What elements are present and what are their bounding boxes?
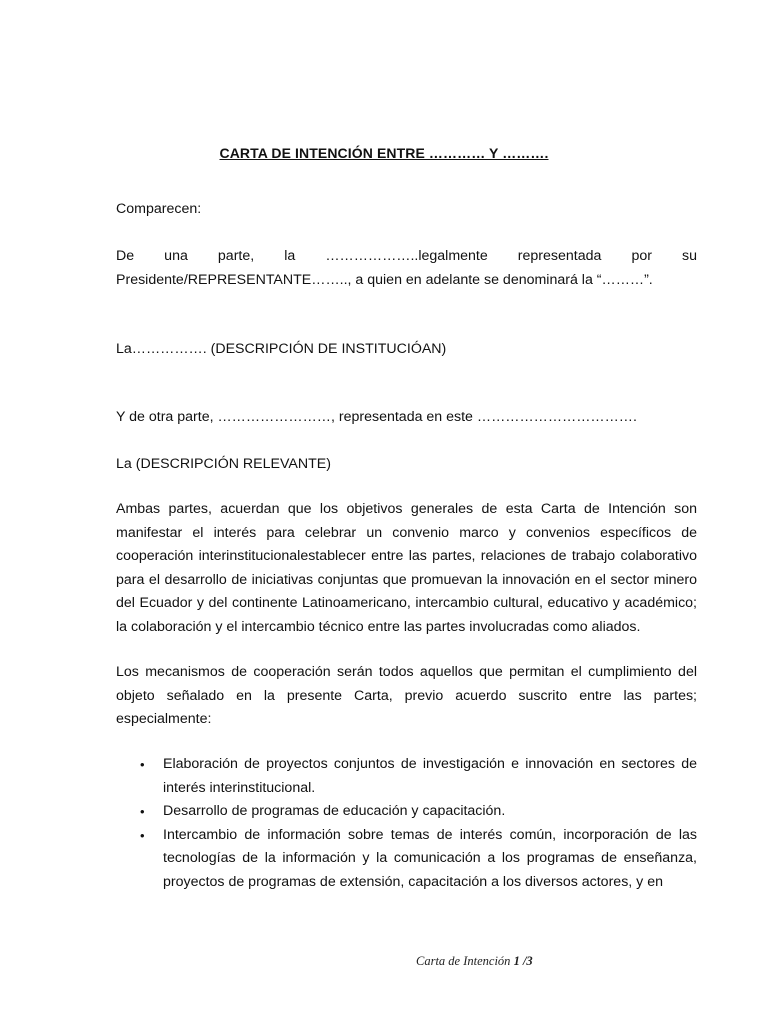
footer-label: Carta de Intención (416, 954, 511, 968)
parte-uno-line-1: De una parte, la ………………..legalmente representada por su (116, 248, 697, 264)
bullet-icon: • (140, 827, 145, 843)
document-title: CARTA DE INTENCIÓN ENTRE ………… Y ………. (219, 145, 549, 161)
otra-parte-paragraph: Y de otra parte, ……………………, representada en este ……………………………. (116, 409, 637, 425)
page-footer (416, 954, 533, 969)
list-item (116, 824, 697, 895)
list-item-text: Intercambio de información sobre temas de interés común, incorporación de las tecnologías de la información y la comunicación a los programas de enseñanza, proyectos de programas de extensión, capacitación a los diversos actores, y en (163, 826, 697, 890)
comparecen-label: Comparecen: (116, 201, 202, 217)
parte-uno-paragraph (116, 245, 697, 292)
cooperation-list (116, 753, 697, 894)
descripcion-institucion: La……………. (DESCRIPCIÓN DE INSTITUCIÓAN) (116, 341, 447, 357)
mecanismos-paragraph: Los mecanismos de cooperación serán todos aquellos que permitan el cumplimiento del objeto señalado en la presente Carta, previo acuerdo suscrito entre las partes; especialmente: (116, 664, 697, 727)
bullet-icon: • (140, 757, 145, 772)
ambas-partes-paragraph: Ambas partes, acuerdan que los objetivos generales de esta Carta de Intención son manifestar el interés para celebrar un convenio marco y convenios específicos de cooperación interinstitucionalestablecer entre las partes, relaciones de trabajo colaborativo para el desarrollo de iniciativas conjuntas que promuevan la innovación en el sector minero del Ecuador y del continente Latinoamericano, intercambio cultural, educativo y académico; la colaboración y el intercambio técnico entre las partes involucradas como aliados. (116, 501, 697, 635)
list-item (116, 800, 697, 824)
page-number: 1 /3 (513, 954, 533, 968)
bullet-icon: • (140, 804, 145, 819)
list-item (116, 753, 697, 800)
descripcion-relevante: La (DESCRIPCIÓN RELEVANTE) (116, 456, 331, 472)
list-item-text: Desarrollo de programas de educación y capacitación. (163, 803, 506, 819)
parte-uno-line-2: Presidente/REPRESENTANTE…….., a quien en adelante se denominará la “………”. (116, 271, 653, 288)
list-item-text: Elaboración de proyectos conjuntos de investigación e innovación en sectores de interés interinstitucional. (163, 756, 697, 796)
